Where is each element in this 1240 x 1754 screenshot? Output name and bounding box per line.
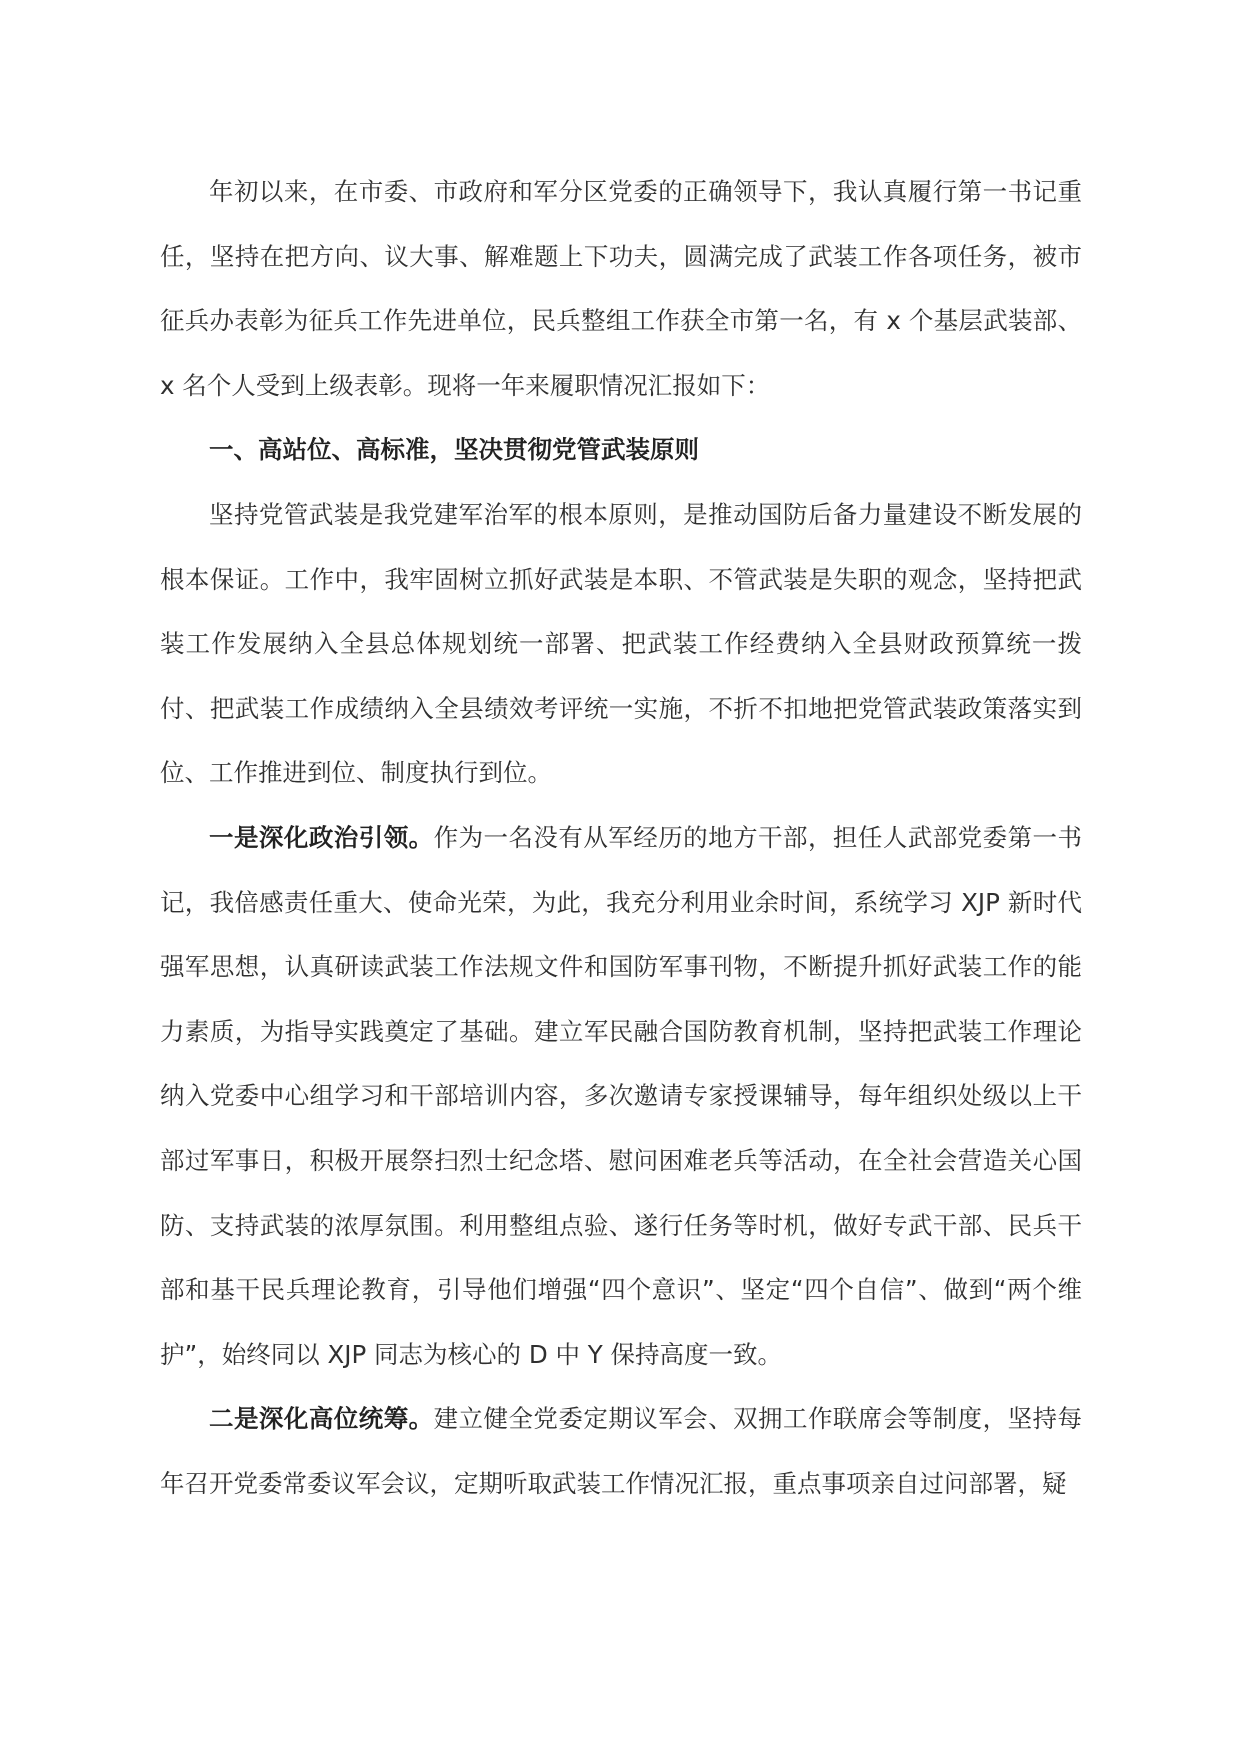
section-heading: 一、高站位、高标准，坚决贯彻党管武装原则 [209,435,699,465]
political-guidance-paragraph [160,806,1082,1387]
coordination-paragraph [160,1387,1082,1516]
paragraph-body: 作为一名没有从军经历的地方干部，担任人武部党委第一书记，我倍感责任重大、使命光荣，为此，我充分利用业余时间，系统学习 XJP 新时代强军思想，认真研读武装工作法规文件和国防军事刊物，不断提升抓好武装工作的能力素质，为指导实践奠定了基础。建立军民融合国防教育机制，坚持把武装工作理论纳入党委中心组学习和干部培训内容，多次邀请专家授课辅导，每年组织处级以上干部过军事日，积极开展祭扫烈士纪念塔、慰问困难老兵等活动，在全社会营造关心国防、支持武装的浓厚氛围。利用整组点验、遂行任务等时机，做好专武干部、民兵干部和基干民兵理论教育，引导他们增强“四个意识”、坚定“四个自信”、做到“两个维护”，始终同以 XJP 同志为核心的 D 中 Y 保持高度一致。 [160,822,1083,1369]
paragraph-lead: 一是深化政治引领。 [209,822,434,852]
principle-paragraph: 坚持党管武装是我党建军治军的根本原则，是推动国防后备力量建设不断发展的根本保证。工作中，我牢固树立抓好武装是本职、不管武装是失职的观念，坚持把武装工作发展纳入全县总体规划统一部署、把武装工作经费纳入全县财政预算统一拨付、把武装工作成绩纳入全县绩效考评统一实施，不折不扣地把党管武装政策落实到位、工作推进到位、制度执行到位。 [160,499,1082,788]
intro-paragraph: 年初以来，在市委、市政府和军分区党委的正确领导下，我认真履行第一书记重任，坚持在把方向、议大事、解难题上下功夫，圆满完成了武装工作各项任务，被市征兵办表彰为征兵工作先进单位，民兵整组工作获全市第一名，有 x 个基层武装部、x 名个人受到上级表彰。现将一年来履职情况汇报如下： [160,177,1082,400]
paragraph-body: 建立健全党委定期议军会、双拥工作联席会等制度，坚持每年召开党委常委议军会议，定期听取武装工作情况汇报，重点事项亲自过问部署，疑 [160,1404,1083,1498]
paragraph-lead: 二是深化高位统筹。 [209,1404,434,1434]
document-body [160,160,1082,1516]
